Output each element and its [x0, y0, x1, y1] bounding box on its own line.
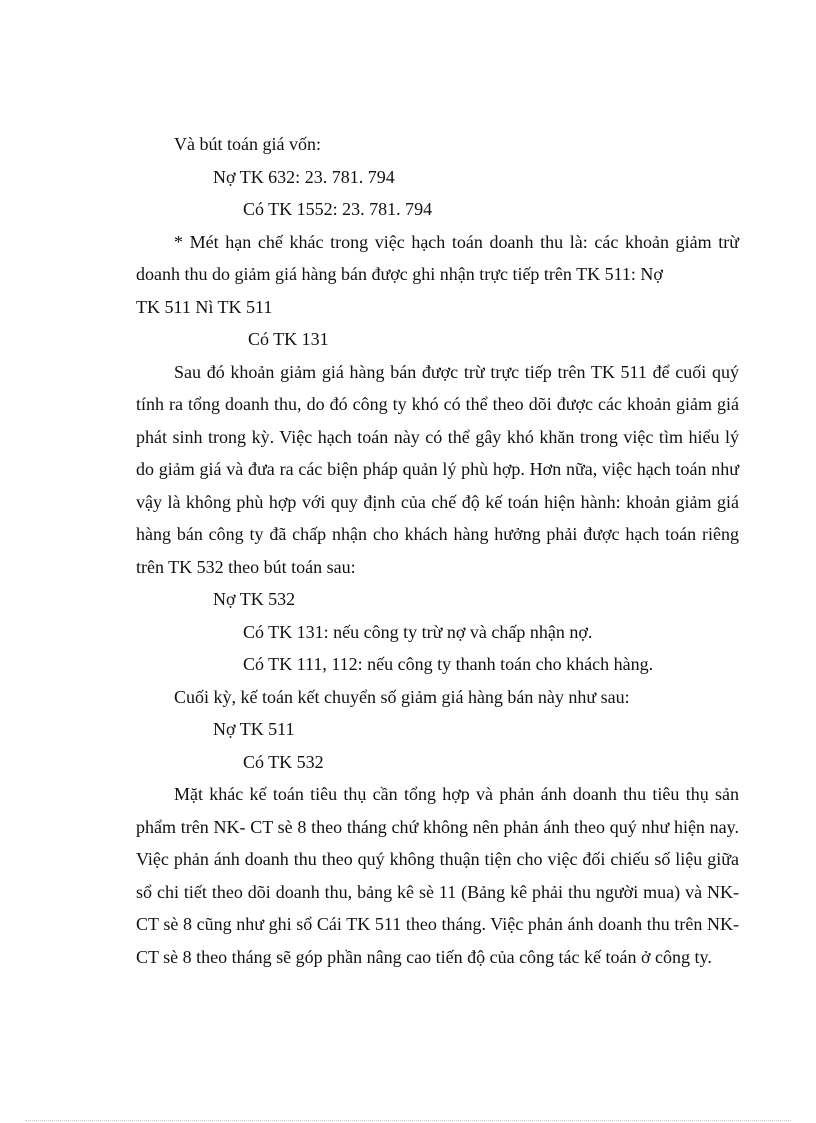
cost-entry-intro: Và bút toán giá vốn: — [174, 134, 321, 154]
debit-632-line: Nợ TK 632: 23. 781. 794 — [213, 166, 395, 187]
credit-131-detail-line: Có TK 131: nếu công ty trừ nợ và chấp nhận nợ. — [243, 621, 593, 642]
credit-131-line: Có TK 131 — [248, 329, 329, 349]
credit-1552-line: Có TK 1552: 23. 781. 794 — [243, 199, 433, 219]
debit-511-continuation: TK 511 Nì TK 511 — [136, 296, 273, 317]
paragraph-revenue-reporting: Mặt khác kế toán tiêu thụ cần tổng hợp và phản ánh doanh thu tiêu thụ sản phẩm trên NK- CT sè 8 theo tháng chứ không nên phản ánh theo quý như hiện nay. Việc phản ánh doanh thu theo quý không thuận tiện cho việc đối chiếu số liệu giữa sổ chi tiết theo dõi doanh thu, bảng kê sè 11 (Bảng kê phải thu người mua) và NK- CT sè 8 cũng như ghi sổ Cái TK 511 theo tháng. Việc phản ánh doanh thu trên NK- CT sè 8 theo tháng sẽ góp phần nâng cao tiến độ của công tác kế toán ở công ty. — [136, 784, 739, 967]
debit-532-line: Nợ TK 532 — [213, 589, 296, 609]
document-body — [136, 128, 739, 973]
page-bottom-divider — [25, 1120, 791, 1121]
period-end-transfer-line: Cuối kỳ, kế toán kết chuyển số giảm giá hàng bán này như sau: — [174, 686, 630, 707]
credit-532-line: Có TK 532 — [243, 751, 324, 772]
credit-111-112-line: Có TK 111, 112: nếu công ty thanh toán cho khách hàng. — [243, 654, 654, 674]
debit-511-line: Nợ TK 511 — [213, 719, 295, 739]
paragraph-discount-issue: Sau đó khoản giảm giá hàng bán được trừ trực tiếp trên TK 511 để cuối quý tính ra tổng doanh thu, do đó công ty khó có thể theo dõi được các khoản giảm giá phát sinh trong kỳ. Việc hạch toán này có thể gây khó khăn trong việc tìm hiểu lý do giảm giá và đưa ra các biện pháp quản lý phù hợp. Hơn nữa, việc hạch toán như vậy là không phù hợp với quy định của chế độ kế toán hiện hành: khoản giảm giá hàng bán công ty đã chấp nhận cho khách hàng hưởng phải được hạch toán riêng trên TK 532 theo bút toán sau: — [136, 361, 739, 577]
paragraph-limitation: * Mét hạn chế khác trong việc hạch toán doanh thu là: các khoản giảm trừ doanh thu do giảm giá hàng bán được ghi nhận trực tiếp trên TK 511: Nợ — [136, 231, 739, 284]
